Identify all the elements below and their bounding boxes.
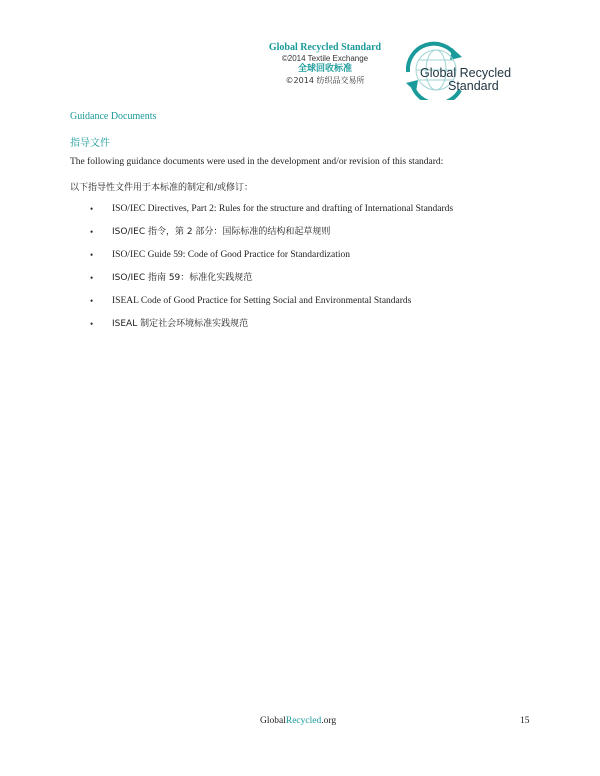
footer-site-link[interactable]: GlobalRecycled.org xyxy=(260,716,337,726)
header-title-cn: 全球回收标准 xyxy=(297,64,352,74)
intro-text: The following guidance documents were used in the development and/or revision of this standard: xyxy=(70,157,444,167)
list-item: • ISEAL 制定社会环境标准实践规范 xyxy=(90,319,249,329)
guidance-list xyxy=(90,202,453,340)
bullet-icon: • xyxy=(90,250,94,260)
list-item: • ISO/IEC 指南 59：标准化实践规范 xyxy=(90,273,253,283)
logo-text-line1: Global Recycled xyxy=(420,66,512,80)
bullet-icon: • xyxy=(90,319,94,329)
header-copyright: ©2014 Textile Exchange xyxy=(281,54,369,63)
list-item: • ISO/IEC Directives, Part 2: Rules for the structure and drafting of International Standards xyxy=(90,204,454,214)
bullet-icon: • xyxy=(90,204,94,214)
list-item: • ISO/IEC Guide 59: Code of Good Practice for Standardization xyxy=(90,250,350,260)
intro-text-cn: 以下指导性文件用于本标准的制定和/或修订： xyxy=(70,183,254,193)
header xyxy=(230,42,420,86)
bullet-icon: • xyxy=(90,273,94,283)
page-number: 15 xyxy=(520,716,530,726)
list-item: • ISEAL Code of Good Practice for Setting Social and Environmental Standards xyxy=(90,296,412,306)
header-title: Global Recycled Standard xyxy=(268,42,382,53)
header-copyright-cn: ©2014 纺织品交易所 xyxy=(285,76,365,85)
section-title-cn: 指导文件 xyxy=(70,138,110,149)
grs-logo xyxy=(398,40,528,100)
bullet-icon: • xyxy=(90,296,94,306)
section-title: Guidance Documents xyxy=(70,111,157,122)
bullet-icon: • xyxy=(90,227,94,237)
logo-text-line2: Standard xyxy=(448,79,499,93)
list-item: • ISO/IEC 指令，第 2 部分：国际标准的结构和起草规则 xyxy=(90,227,331,237)
